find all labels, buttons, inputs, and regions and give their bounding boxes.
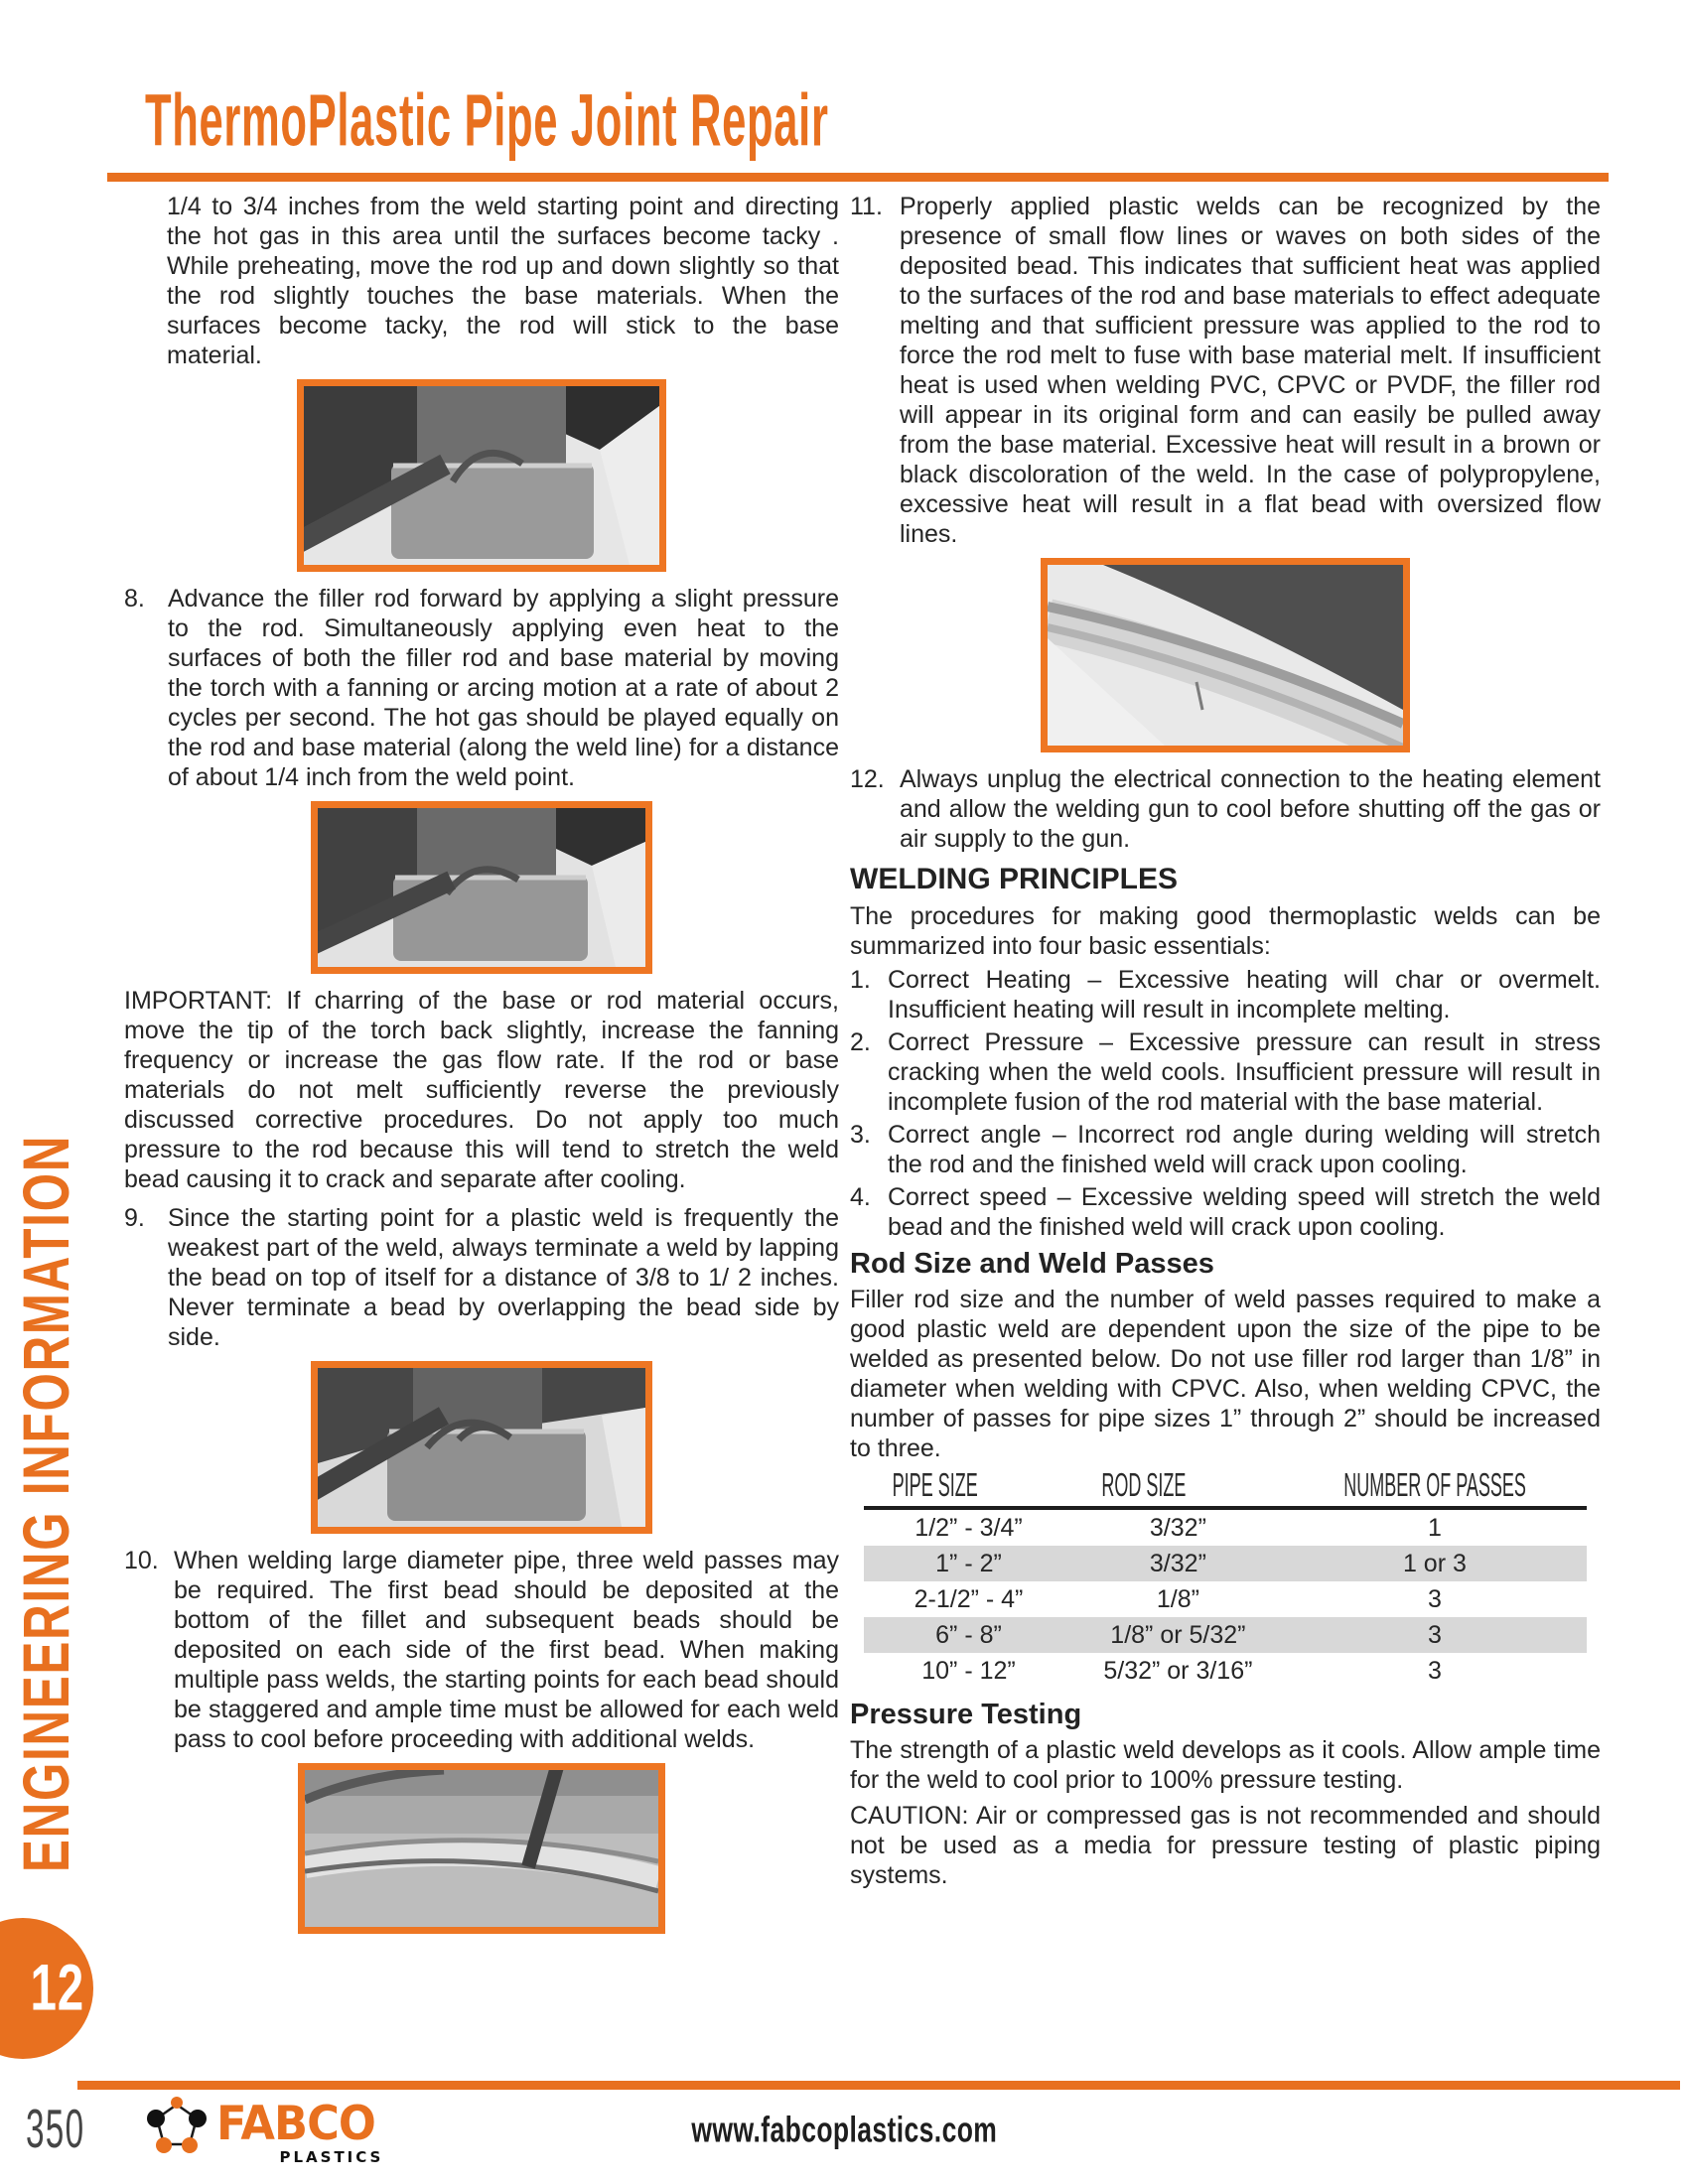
footer-divider-rule xyxy=(77,2081,1680,2090)
fabco-plastics-label: PLASTICS xyxy=(279,2148,384,2166)
welding-principles-heading: WELDING PRINCIPLES xyxy=(850,863,1179,895)
step-11-text: Properly applied plastic welds can be recognized by the presence of small flow lines or waves on both sides of the deposited bead. This indicates that sufficient heat was applied to the surfaces of the rod and base materials to effect adequate melting and that sufficient pressure was applied to the rod to force the rod melt to fuse with base material melt. If insufficient heat is used when welding PVC, CPVC or PVDF, the filler rod will appear in its original form and can easily be pulled away from the base material. Excessive heat will result in a brown or black discoloration of the weld. In the case of polypropylene, excessive heat will result in a flat bead with oversized flow lines. xyxy=(900,193,1601,548)
step-11-number: 11. xyxy=(850,193,883,220)
welding-principles-list xyxy=(850,965,1601,1242)
principle-3-text: Correct angle – Incorrect rod angle during welding will stretch the rod and the finished weld will crack upon cooling. xyxy=(888,1121,1601,1178)
multi-pass-photo-graphic xyxy=(305,1770,658,1927)
cell-pipe-size: 1/2” - 3/4” xyxy=(914,1514,1023,1542)
step-12-number: 12. xyxy=(850,765,885,793)
step7-continuation-text: 1/4 to 3/4 inches from the weld starting point and directing the hot gas in this area until the surfaces become tacky . While preheating, move the rod up and down slightly so that the rod slightly touches the base materials. When the surfaces become tacky, the rod will stick to the base material. xyxy=(167,193,839,369)
page-number: 350 xyxy=(26,2099,85,2160)
cell-passes: 1 or 3 xyxy=(1283,1546,1587,1581)
left-column xyxy=(124,192,839,1946)
chapter-tab-circle xyxy=(0,1918,93,2059)
rod-size-heading: Rod Size and Weld Passes xyxy=(850,1248,1214,1280)
principle-4 xyxy=(850,1182,1601,1242)
cell-passes: 1 xyxy=(1427,1514,1442,1542)
step-8-number: 8. xyxy=(124,585,145,613)
terminate-photo-graphic xyxy=(318,1368,645,1527)
step-8 xyxy=(124,584,839,792)
cell-rod-size: 3/32” xyxy=(1073,1546,1283,1581)
title-divider-rule xyxy=(107,173,1609,182)
col-header-pipe-size: PIPE SIZE xyxy=(864,1469,1073,1508)
col-header-rod-size: ROD SIZE xyxy=(1073,1469,1283,1508)
step-9-number: 9. xyxy=(124,1204,145,1232)
pressure-testing-caution: CAUTION: Air or compressed gas is not recommended and should not be used as a media for pressure testing of plastic piping systems. xyxy=(850,1802,1601,1889)
step-12 xyxy=(850,764,1601,854)
principle-1 xyxy=(850,965,1601,1024)
step-11 xyxy=(850,192,1601,549)
step-10-text: When welding large diameter pipe, three weld passes may be required. The first bead should be deposited at the bottom of the fillet and subsequent beads should be deposited on each side of the first bead. When making multiple pass welds, the starting points for each bead should be staggered and ample time must be allowed for each weld pass to cool before proceeding with additional welds. xyxy=(174,1547,839,1753)
footer-website xyxy=(0,2111,1688,2149)
photo-finished-weld-image xyxy=(1041,558,1410,752)
principle-4-text: Correct speed – Excessive welding speed will stretch the weld bead and the finished weld will crack upon cooling. xyxy=(888,1183,1601,1241)
principle-4-number: 4. xyxy=(850,1183,871,1211)
step-12-text: Always unplug the electrical connection to the heating element and allow the welding gun to cool before shutting off the gas or air supply to the gun. xyxy=(900,765,1601,853)
rod-size-body: Filler rod size and the number of weld passes required to make a good plastic weld are dependent upon the size of the pipe to be welded as presented below. Do not use filler rod larger than 1/8” in diameter when welding with CPVC. Also, when welding CPVC, the number of passes for pipe sizes 1” through 2” should be increased to three. xyxy=(850,1286,1601,1462)
principle-3-number: 3. xyxy=(850,1121,871,1149)
website-url: www.fabcoplastics.com xyxy=(691,2111,997,2150)
welding-principles-intro: The procedures for making good thermoplastic welds can be summarized into four basic essentials: xyxy=(850,902,1601,960)
cell-passes: 3 xyxy=(1427,1657,1442,1685)
photo-preheat-rod-image xyxy=(297,379,666,572)
step-10-number: 10. xyxy=(124,1547,159,1574)
step-9 xyxy=(124,1203,839,1352)
cell-rod-size: 1/8” xyxy=(1156,1585,1199,1613)
weld-pass-photo-graphic xyxy=(318,808,645,967)
cell-passes: 3 xyxy=(1283,1617,1587,1653)
col-header-passes: NUMBER OF PASSES xyxy=(1283,1469,1587,1508)
page-title: ThermoPlastic Pipe Joint Repair xyxy=(145,78,829,162)
step-9-text: Since the starting point for a plastic weld is frequently the weakest part of the weld, always terminate a weld by lapping the bead on top of itself for a distance of 3/8 to 1/ 2 inches. Never terminate a bead by overlapping the bead side by side. xyxy=(168,1204,839,1351)
principle-1-text: Correct Heating – Excessive heating will char or overmelt. Insufficient heating will result in incomplete melting. xyxy=(888,966,1601,1024)
table-row xyxy=(864,1581,1587,1617)
right-column xyxy=(850,192,1601,1899)
important-note-text: IMPORTANT: If charring of the base or rod material occurs, move the tip of the torch back slightly, increase the fanning frequency or increase the gas flow rate. If the rod or base materials do not melt sufficiently reverse the previously discussed corrective procedures. Do not apply too much pressure to the rod because this will tend to stretch the weld bead causing it to crack and separate after cooling. xyxy=(124,987,839,1193)
pressure-testing-body: The strength of a plastic weld develops as it cools. Allow ample time for the weld to cool prior to 100% pressure testing. xyxy=(850,1736,1601,1794)
table-row xyxy=(864,1617,1587,1653)
table-row xyxy=(864,1508,1587,1546)
step-10 xyxy=(124,1546,839,1754)
table-row xyxy=(864,1653,1587,1689)
sidebar-section-label: ENGINEERING INFORMATION xyxy=(8,1134,83,1872)
cell-rod-size: 5/32” or 3/16” xyxy=(1103,1657,1253,1685)
cell-rod-size: 1/8” or 5/32” xyxy=(1073,1617,1283,1653)
step-8-text: Advance the filler rod forward by applying a slight pressure to the rod. Simultaneously applying even heat to the surfaces of both the filler rod and base material by moving the torch with a fanning or arcing motion at a rate of about 2 cycles per second. The hot gas should be played equally on the rod and base material (along the weld line) for a distance of about 1/4 inch from the weld point. xyxy=(168,585,839,791)
photo-weld-pass-image xyxy=(311,801,652,974)
preheat-photo-graphic xyxy=(304,386,659,565)
fabco-wordmark: FABCO xyxy=(216,2097,375,2151)
chapter-number: 12 xyxy=(30,1950,84,2024)
principle-2-number: 2. xyxy=(850,1028,871,1056)
principle-2-text: Correct Pressure – Excessive pressure can result in stress cracking when the weld cools. Insufficient pressure will result in incomplete fusion of the rod material with the base material. xyxy=(888,1028,1601,1116)
cell-rod-size: 3/32” xyxy=(1149,1514,1206,1542)
photo-terminate-weld-image xyxy=(311,1361,652,1534)
principle-1-number: 1. xyxy=(850,966,871,994)
photo-multi-pass-beads-image xyxy=(298,1763,665,1934)
table-header-row xyxy=(864,1469,1587,1508)
finished-weld-photo-graphic xyxy=(1048,565,1403,746)
pressure-testing-heading: Pressure Testing xyxy=(850,1699,1082,1730)
cell-pipe-size: 10” - 12” xyxy=(921,1657,1016,1685)
table-row xyxy=(864,1546,1587,1581)
cell-pipe-size: 6” - 8” xyxy=(864,1617,1073,1653)
cell-pipe-size: 1” - 2” xyxy=(864,1546,1073,1581)
principle-3 xyxy=(850,1120,1601,1179)
cell-passes: 3 xyxy=(1427,1585,1442,1613)
rod-size-table xyxy=(864,1469,1587,1689)
cell-pipe-size: 2-1/2” - 4” xyxy=(914,1585,1024,1613)
principle-2 xyxy=(850,1027,1601,1117)
